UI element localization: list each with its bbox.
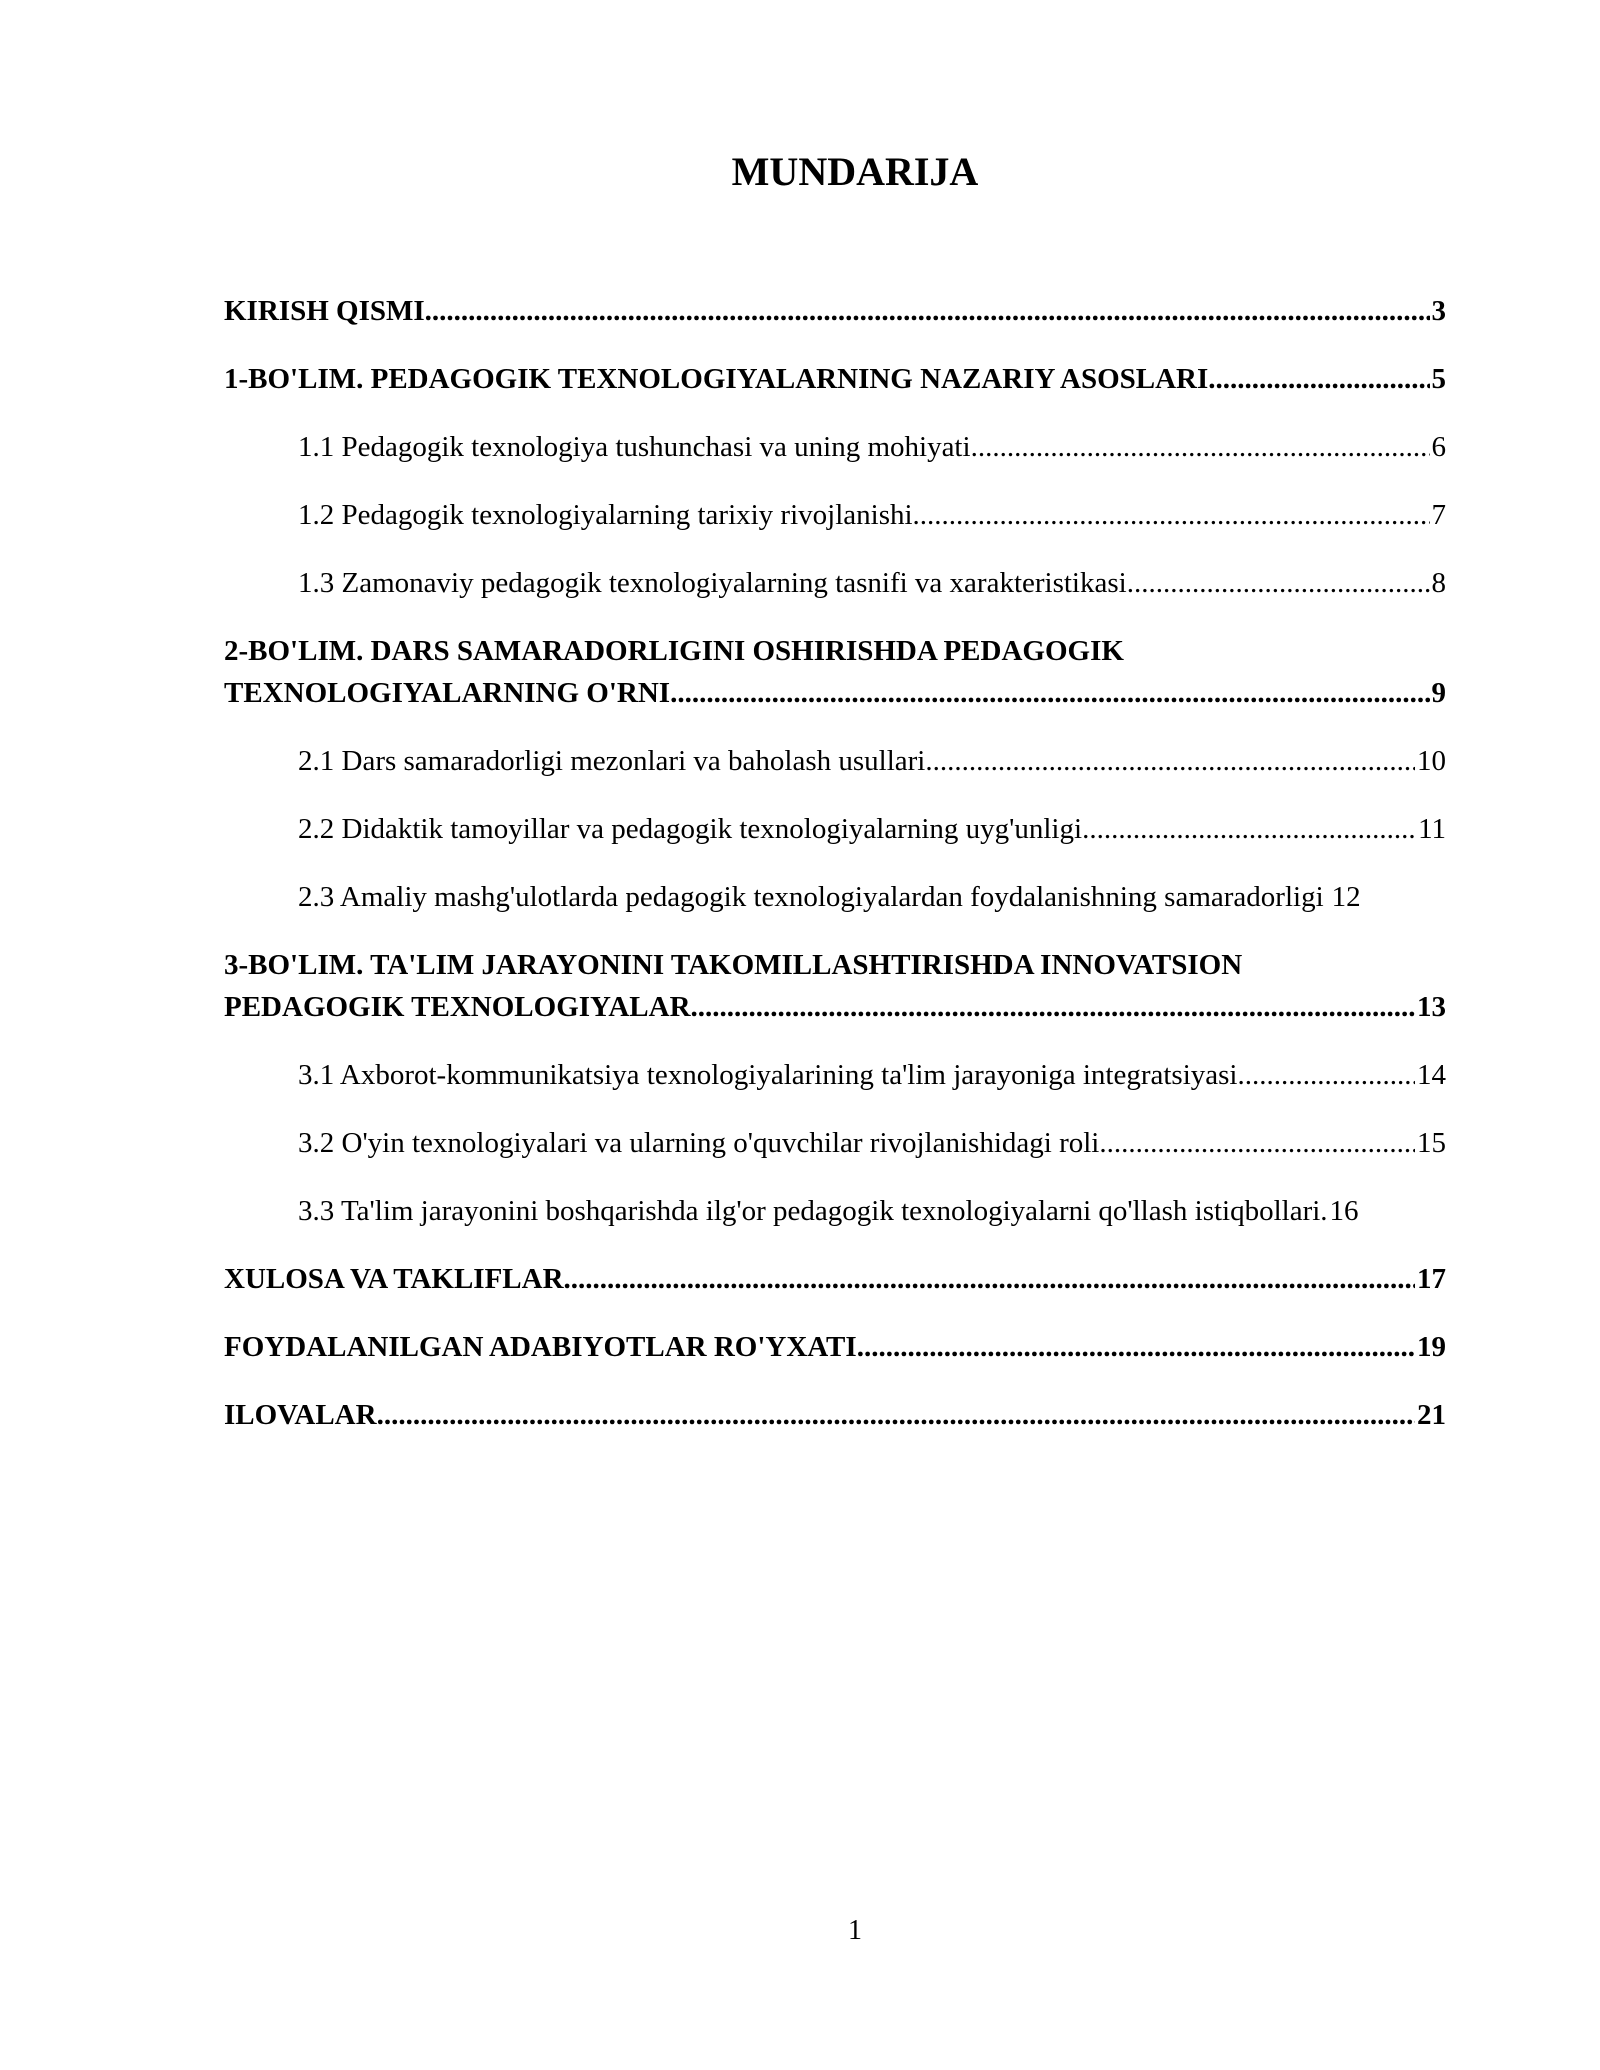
table-of-contents <box>224 290 1446 1462</box>
toc-entry-page: 6 <box>1431 431 1446 463</box>
toc-entry-label: 3.1 Axborot-kommunikatsiya texnologiyalarining ta'lim jarayoniga integratsiyasi <box>298 1059 1238 1091</box>
toc-entry-page: 15 <box>1417 1127 1446 1159</box>
toc-entry-label: 1.2 Pedagogik texnologiyalarning tarixiy rivojlanishi <box>298 499 913 531</box>
toc-entry-ilovalar[interactable] <box>224 1394 1446 1436</box>
dot-leader <box>925 740 1415 782</box>
toc-entry-section-2[interactable] <box>224 630 1446 714</box>
toc-entry-2-3[interactable] <box>224 876 1446 918</box>
toc-entry-label: 3.3 Ta'lim jarayonini boshqarishda ilg'or pedagogik texnologiyalarni qo'llash istiqbollari. <box>298 1195 1328 1227</box>
toc-entry-1-1[interactable] <box>224 426 1446 468</box>
dot-leader <box>1127 562 1430 604</box>
toc-entry-page: 17 <box>1417 1263 1446 1295</box>
toc-entry-label-line-2: PEDAGOGIK TEXNOLOGIYALAR <box>224 991 691 1023</box>
toc-entry-1-3[interactable] <box>224 562 1446 604</box>
dot-leader <box>1082 808 1416 850</box>
toc-entry-label: KIRISH QISMI <box>224 295 425 327</box>
toc-entry-label: 1.3 Zamonaviy pedagogik texnologiyalarning tasnifi va xarakteristikasi <box>298 567 1127 599</box>
toc-entry-1-2[interactable] <box>224 494 1446 536</box>
dot-leader <box>971 426 1430 468</box>
dot-leader <box>1208 358 1429 400</box>
toc-entry-page: 14 <box>1417 1059 1446 1091</box>
toc-entry-label: 2.1 Dars samaradorligi mezonlari va baholash usullari <box>298 745 926 777</box>
dot-leader <box>913 494 1430 536</box>
toc-entry-3-1[interactable] <box>224 1054 1446 1096</box>
dot-leader <box>425 290 1430 332</box>
toc-entry-xulosa[interactable] <box>224 1258 1446 1300</box>
toc-entry-page: 10 <box>1417 745 1446 777</box>
dot-leader <box>691 986 1415 1028</box>
dot-leader <box>377 1394 1415 1436</box>
toc-entry-page: 7 <box>1431 499 1446 531</box>
toc-entry-label-line-1: 3-BO'LIM. TA'LIM JARAYONINI TAKOMILLASHTIRISHDA INNOVATSION <box>224 949 1243 981</box>
toc-entry-page: 5 <box>1431 363 1446 395</box>
toc-entry-2-2[interactable] <box>224 808 1446 850</box>
toc-entry-label: 2.2 Didaktik tamoyillar va pedagogik texnologiyalarning uyg'unligi <box>298 813 1083 845</box>
toc-entry-page: 21 <box>1417 1399 1446 1431</box>
toc-entry-page: 9 <box>1431 677 1446 709</box>
toc-entry-label: FOYDALANILGAN ADABIYOTLAR RO'YXATI <box>224 1331 857 1363</box>
toc-entry-label: ILOVALAR <box>224 1399 377 1431</box>
toc-entry-label: 1.1 Pedagogik texnologiya tushunchasi va uning mohiyati <box>298 431 971 463</box>
toc-entry-adabiyotlar[interactable] <box>224 1326 1446 1368</box>
page-number: 1 <box>848 1915 862 1946</box>
page-title: MUNDARIJA <box>731 149 979 194</box>
toc-entry-label-line-1: 2-BO'LIM. DARS SAMARADORLIGINI OSHIRISHDA PEDAGOGIK <box>224 635 1124 667</box>
toc-entry-3-2[interactable] <box>224 1122 1446 1164</box>
toc-entry-label: XULOSA VA TAKLIFLAR <box>224 1263 564 1295</box>
dot-leader <box>1099 1122 1415 1164</box>
toc-entry-label: 1-BO'LIM. PEDAGOGIK TEXNOLOGIYALARNING NAZARIY ASOSLARI <box>224 363 1209 395</box>
dot-leader <box>1237 1054 1415 1096</box>
toc-entry-section-3[interactable] <box>224 944 1446 1028</box>
toc-entry-kirish[interactable] <box>224 290 1446 332</box>
toc-entry-page: 8 <box>1431 567 1446 599</box>
toc-entry-page: 12 <box>1331 881 1361 913</box>
dot-leader <box>670 672 1429 714</box>
toc-entry-page: 3 <box>1431 295 1446 327</box>
toc-entry-page: 11 <box>1418 813 1446 845</box>
dot-leader <box>857 1326 1415 1368</box>
toc-entry-label: 3.2 O'yin texnologiyalari va ularning o'quvchilar rivojlanishidagi roli <box>298 1127 1100 1159</box>
toc-entry-page: 13 <box>1417 991 1446 1023</box>
toc-entry-section-1[interactable] <box>224 358 1446 400</box>
toc-entry-page: 19 <box>1417 1331 1446 1363</box>
dot-leader <box>564 1258 1415 1300</box>
toc-entry-page: 16 <box>1329 1195 1359 1227</box>
toc-entry-label-line-2: TEXNOLOGIYALARNING O'RNI <box>224 677 671 709</box>
toc-entry-3-3[interactable] <box>224 1190 1446 1232</box>
toc-entry-label: 2.3 Amaliy mashg'ulotlarda pedagogik texnologiyalardan foydalanishning samaradorligi <box>298 881 1324 913</box>
toc-entry-2-1[interactable] <box>224 740 1446 782</box>
